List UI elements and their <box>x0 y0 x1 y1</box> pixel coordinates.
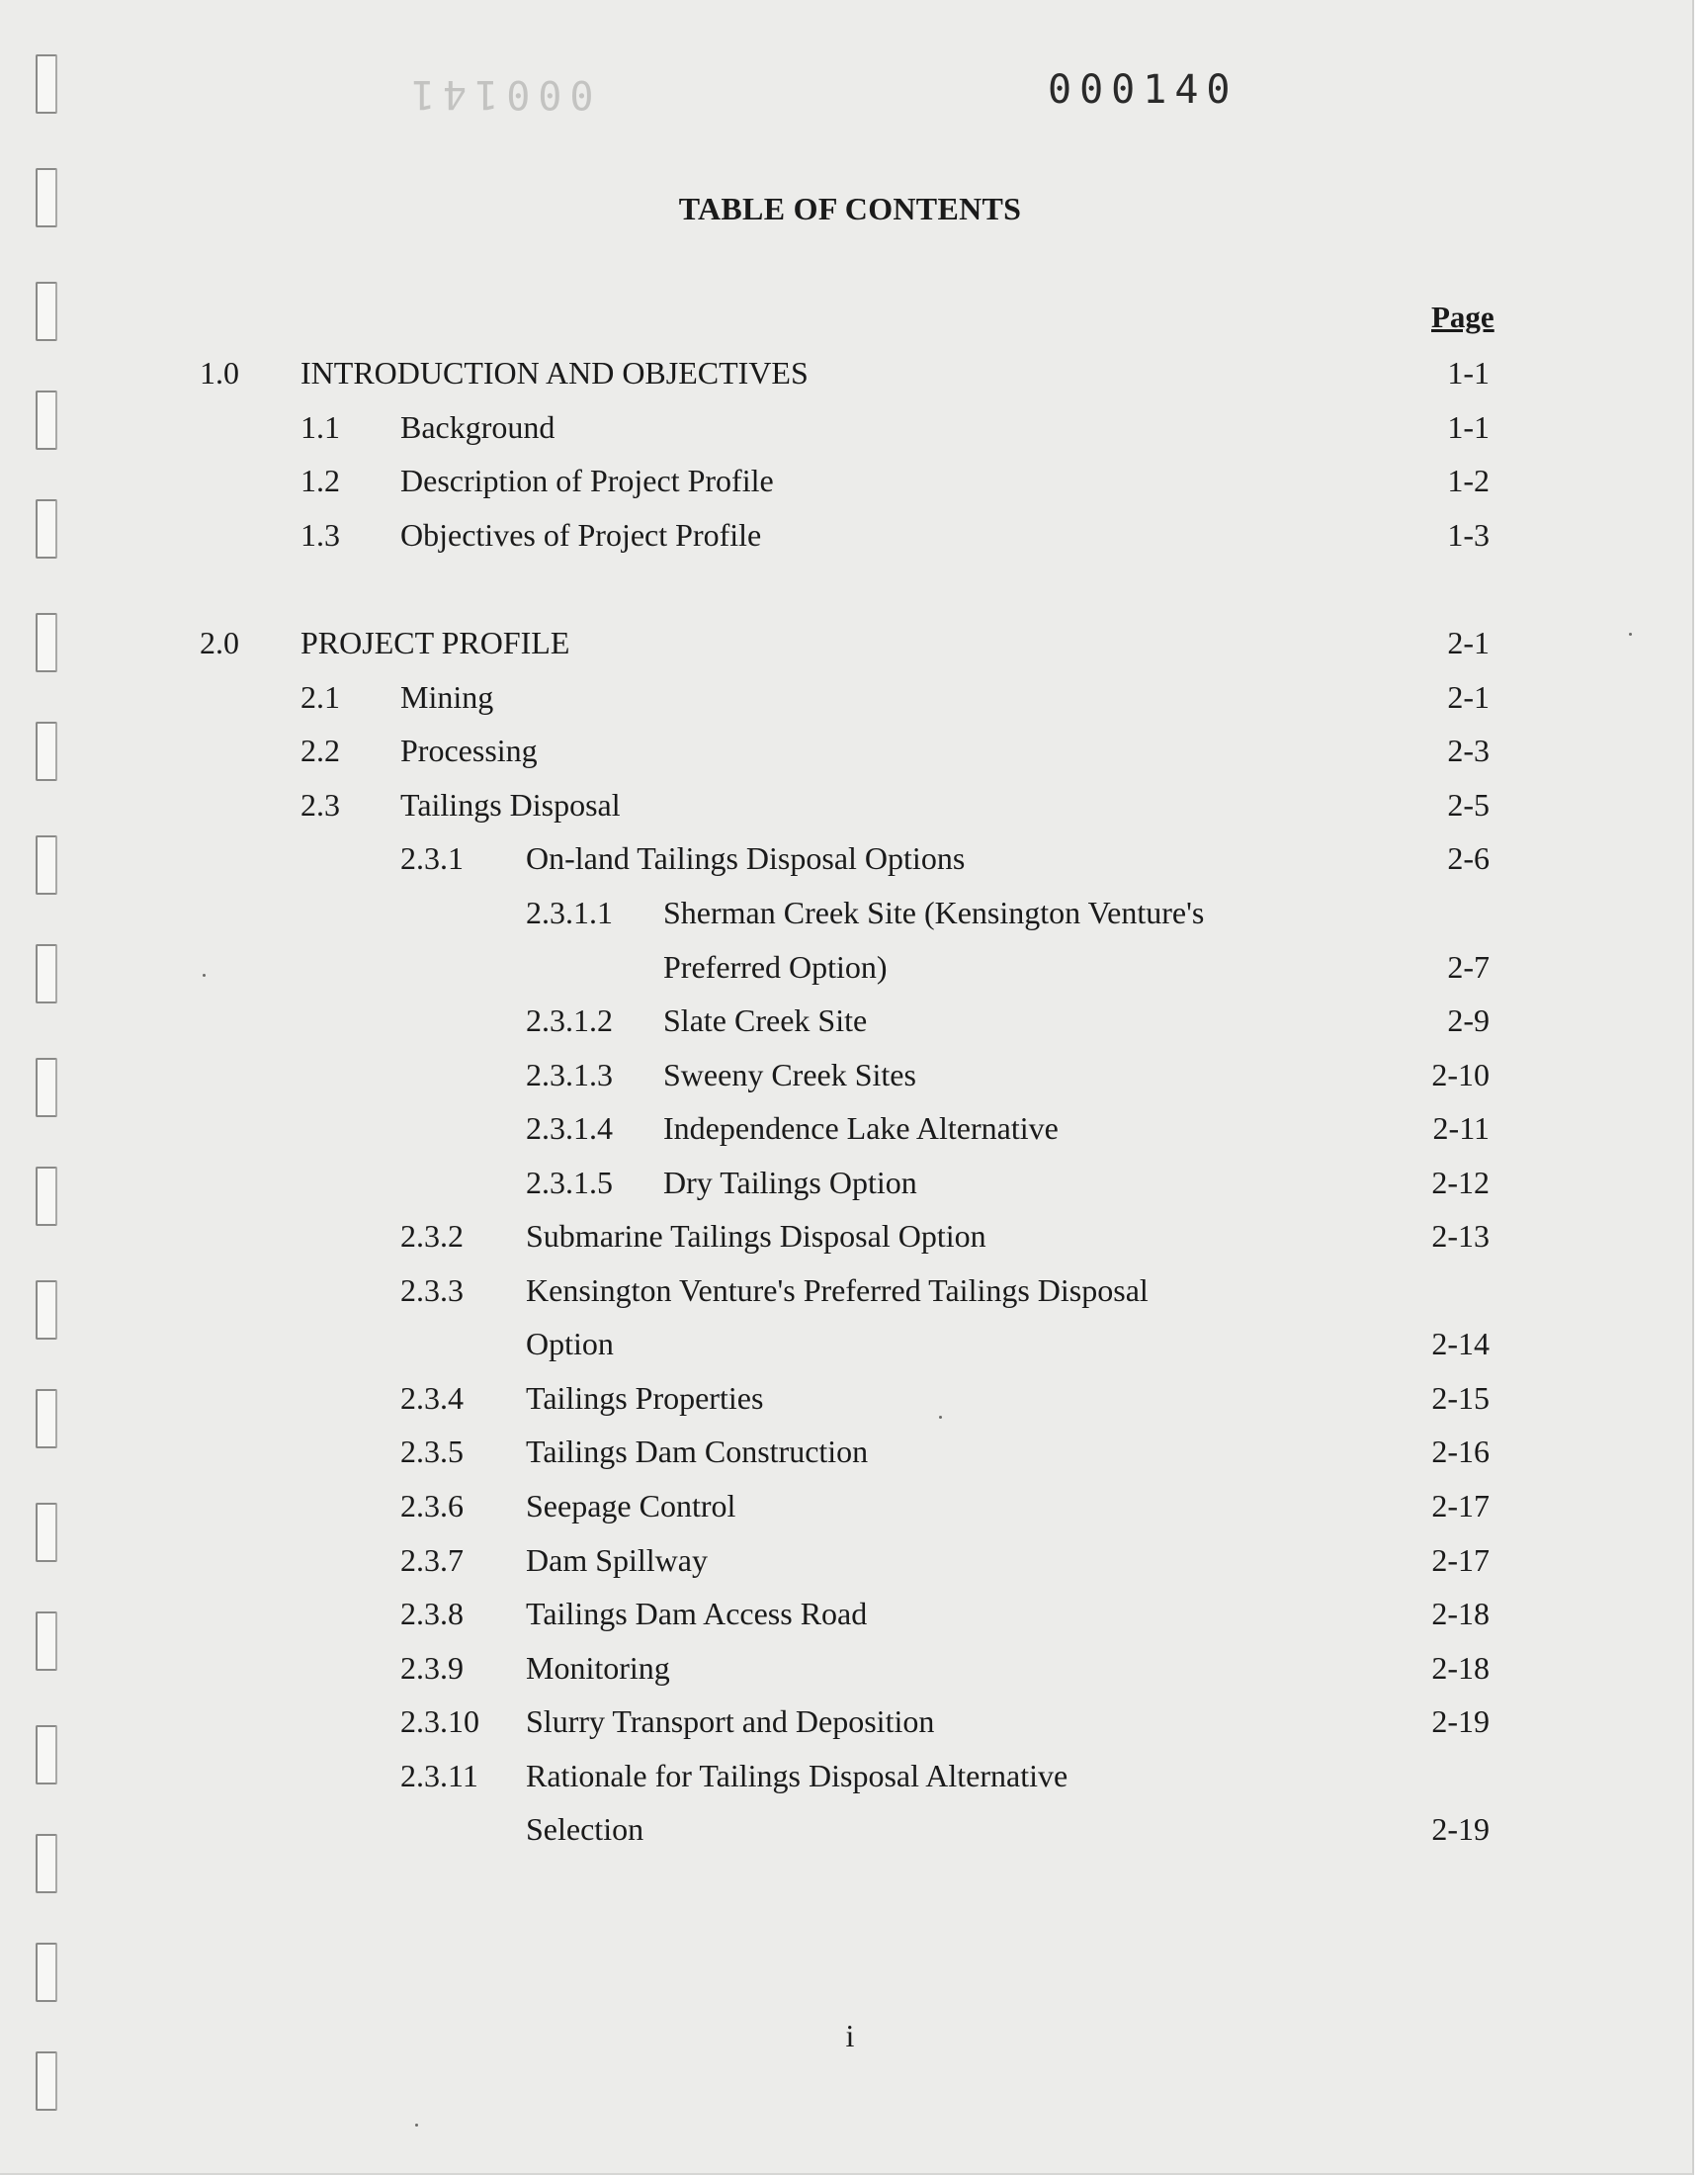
toc-section-number: 2.3.1.1 <box>526 895 613 930</box>
toc-entry <box>0 1643 1692 1693</box>
toc-section-title: Option <box>526 1326 614 1361</box>
toc-section-number: 2.0 <box>200 625 239 660</box>
toc-section-number: 2.3.11 <box>400 1758 478 1793</box>
toc-entry <box>0 510 1692 560</box>
toc-section-number: 2.3.1 <box>400 840 464 876</box>
toc-section-title: Tailings Dam Access Road <box>526 1596 868 1631</box>
toc-section-title: Dry Tailings Option <box>663 1165 917 1200</box>
toc-section-title: On-land Tailings Disposal Options <box>526 840 966 876</box>
toc-page-number: 1-1 <box>1447 355 1490 391</box>
toc-entry <box>0 456 1692 505</box>
toc-section-number: 2.3.1.2 <box>526 1002 613 1038</box>
toc-entry <box>0 1211 1692 1261</box>
toc-page-number: 2-9 <box>1447 1002 1490 1038</box>
toc-section-number: 2.3.8 <box>400 1596 464 1631</box>
toc-page-number: 2-7 <box>1447 949 1490 985</box>
toc-section-title: INTRODUCTION AND OBJECTIVES <box>300 355 809 391</box>
toc-section-number: 2.3.2 <box>400 1218 464 1254</box>
toc-entry <box>0 1535 1692 1585</box>
toc-section-title: Monitoring <box>526 1650 670 1686</box>
toc-section-title: Description of Project Profile <box>400 463 774 498</box>
toc-section-number: 1.2 <box>300 463 340 498</box>
toc-section-title: Slate Creek Site <box>663 1002 868 1038</box>
toc-page-number: 2-14 <box>1431 1326 1490 1361</box>
toc-section-number: 2.3 <box>300 787 340 823</box>
toc-section-number: 1.0 <box>200 355 239 391</box>
toc-section-number: 2.3.6 <box>400 1488 464 1523</box>
toc-section-title: Preferred Option) <box>663 949 888 985</box>
scan-speck <box>939 1416 942 1419</box>
toc-section-title: Tailings Disposal <box>400 787 621 823</box>
toc-section-title: Slurry Transport and Deposition <box>526 1703 935 1739</box>
toc-section-title: Rationale for Tailings Disposal Alternative <box>526 1758 1068 1793</box>
toc-section-title: Tailings Properties <box>526 1380 764 1416</box>
toc-entry <box>0 780 1692 829</box>
toc-page-number: 2-6 <box>1447 840 1490 876</box>
toc-page-number: 2-18 <box>1431 1650 1490 1686</box>
toc-entry <box>0 726 1692 775</box>
toc-entry <box>0 1103 1692 1153</box>
bates-stamp: 000140 <box>1048 67 1238 113</box>
toc-entry <box>0 672 1692 722</box>
toc-section-title: Sherman Creek Site (Kensington Venture's <box>663 895 1205 930</box>
toc-entry <box>0 942 1692 992</box>
toc-section-title: Submarine Tailings Disposal Option <box>526 1218 986 1254</box>
toc-entry <box>0 348 1692 397</box>
toc-entry <box>0 1050 1692 1099</box>
toc-section-number: 2.3.9 <box>400 1650 464 1686</box>
toc-page-number: 2-15 <box>1431 1380 1490 1416</box>
toc-page-number: 2-13 <box>1431 1218 1490 1254</box>
page-column-header: Page <box>1431 300 1494 334</box>
scan-speck <box>1629 633 1632 636</box>
toc-section-number: 2.3.3 <box>400 1272 464 1308</box>
toc-section-title: Tailings Dam Construction <box>526 1434 869 1469</box>
toc-entry <box>0 402 1692 452</box>
toc-entry <box>0 1265 1692 1315</box>
toc-section-title: PROJECT PROFILE <box>300 625 570 660</box>
toc-entry <box>0 833 1692 883</box>
toc-entry <box>0 1696 1692 1746</box>
toc-section-title: Sweeny Creek Sites <box>663 1057 916 1092</box>
toc-section-title: Objectives of Project Profile <box>400 517 762 553</box>
toc-page-number: 2-16 <box>1431 1434 1490 1469</box>
toc-section-title: Processing <box>400 733 538 768</box>
toc-page-number: 1-1 <box>1447 409 1490 445</box>
toc-section-title: Dam Spillway <box>526 1542 708 1578</box>
toc-page-number: 2-12 <box>1431 1165 1490 1200</box>
toc-page-number: 2-18 <box>1431 1596 1490 1631</box>
toc-section-number: 2.3.1.3 <box>526 1057 613 1092</box>
toc-entry <box>0 618 1692 667</box>
toc-section-number: 1.1 <box>300 409 340 445</box>
toc-page-number: 1-3 <box>1447 517 1490 553</box>
toc-section-title: Kensington Venture's Preferred Tailings Disposal <box>526 1272 1149 1308</box>
toc-section-number: 2.1 <box>300 679 340 715</box>
toc-page-number: 2-3 <box>1447 733 1490 768</box>
bates-stamp-bleedthrough: 000141 <box>403 71 594 117</box>
toc-section-number: 2.3.1.4 <box>526 1110 613 1146</box>
page-title: TABLE OF CONTENTS <box>678 191 1022 226</box>
toc-page-number: 2-17 <box>1431 1542 1490 1578</box>
toc-entry <box>0 1158 1692 1207</box>
toc-section-number: 2.2 <box>300 733 340 768</box>
toc-entry <box>0 1481 1692 1530</box>
toc-section-title: Independence Lake Alternative <box>663 1110 1059 1146</box>
toc-entry <box>0 996 1692 1045</box>
toc-section-number: 1.3 <box>300 517 340 553</box>
toc-section-title: Background <box>400 409 555 445</box>
toc-page-number: 2-17 <box>1431 1488 1490 1523</box>
toc-section-number: 2.3.4 <box>400 1380 464 1416</box>
toc-page-number: 1-2 <box>1447 463 1490 498</box>
footer-page-number: i <box>845 2018 855 2053</box>
toc-entry <box>0 888 1692 937</box>
toc-section-title: Selection <box>526 1811 644 1847</box>
toc-page-number: 2-19 <box>1431 1811 1490 1847</box>
toc-page-number: 2-19 <box>1431 1703 1490 1739</box>
toc-page-number: 2-1 <box>1447 679 1490 715</box>
toc-section-number: 2.3.1.5 <box>526 1165 613 1200</box>
toc-section-number: 2.3.5 <box>400 1434 464 1469</box>
scan-speck <box>203 974 206 977</box>
toc-entry <box>0 1427 1692 1476</box>
toc-section-number: 2.3.7 <box>400 1542 464 1578</box>
toc-page-number: 2-1 <box>1447 625 1490 660</box>
toc-entry <box>0 1319 1692 1368</box>
toc-entry <box>0 1589 1692 1638</box>
toc-section-number: 2.3.10 <box>400 1703 479 1739</box>
toc-section-title: Seepage Control <box>526 1488 736 1523</box>
toc-page-number: 2-5 <box>1447 787 1490 823</box>
toc-entry <box>0 1751 1692 1800</box>
scan-speck <box>415 2124 418 2127</box>
toc-page-number: 2-10 <box>1431 1057 1490 1092</box>
toc-entry <box>0 1804 1692 1854</box>
toc-section-title: Mining <box>400 679 494 715</box>
toc-entry <box>0 1373 1692 1423</box>
toc-page-number: 2-11 <box>1432 1110 1490 1146</box>
